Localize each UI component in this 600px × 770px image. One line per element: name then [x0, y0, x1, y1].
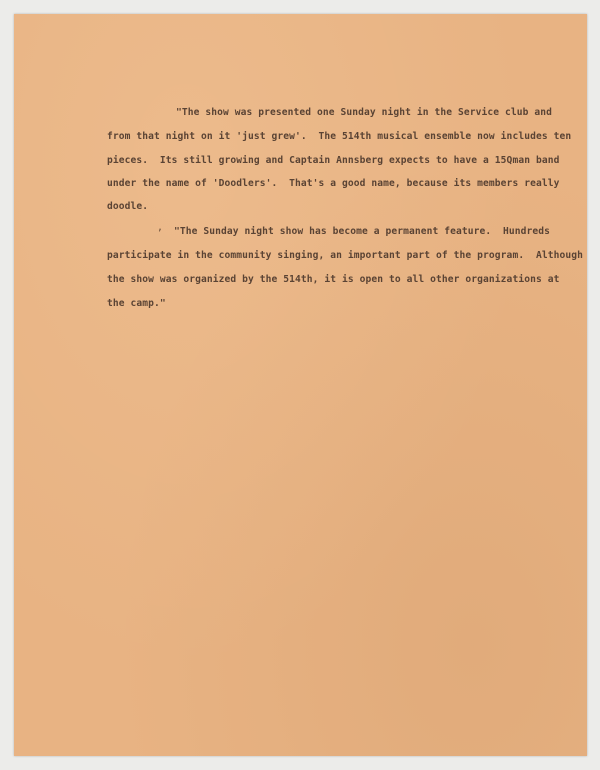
stray-ink-mark: , [157, 222, 164, 233]
paragraph-1-line-2: from that night on it 'just grew'. The 514th musical ensemble now includes ten [107, 131, 572, 142]
paragraph-1-line-3: pieces. Its still growing and Captain Annsberg expects to have a 15Qman band [107, 155, 560, 166]
paragraph-1-line-5: doodle. [107, 201, 149, 212]
paragraph-2-line-2: participate in the community singing, an important part of the program. Although [107, 250, 583, 261]
paragraph-1-line-4: under the name of 'Doodlers'. That's a good name, because its members really [107, 178, 560, 189]
paragraph-2-line-3: the show was organized by the 514th, it is open to all other organizations at [107, 274, 560, 285]
paragraph-1-line-1: "The show was presented one Sunday night in the Service club and [176, 107, 553, 118]
paragraph-2-line-4: the camp." [107, 298, 166, 309]
document-page [14, 14, 587, 756]
paragraph-2-line-1: "The Sunday night show has become a permanent feature. Hundreds [174, 226, 551, 237]
